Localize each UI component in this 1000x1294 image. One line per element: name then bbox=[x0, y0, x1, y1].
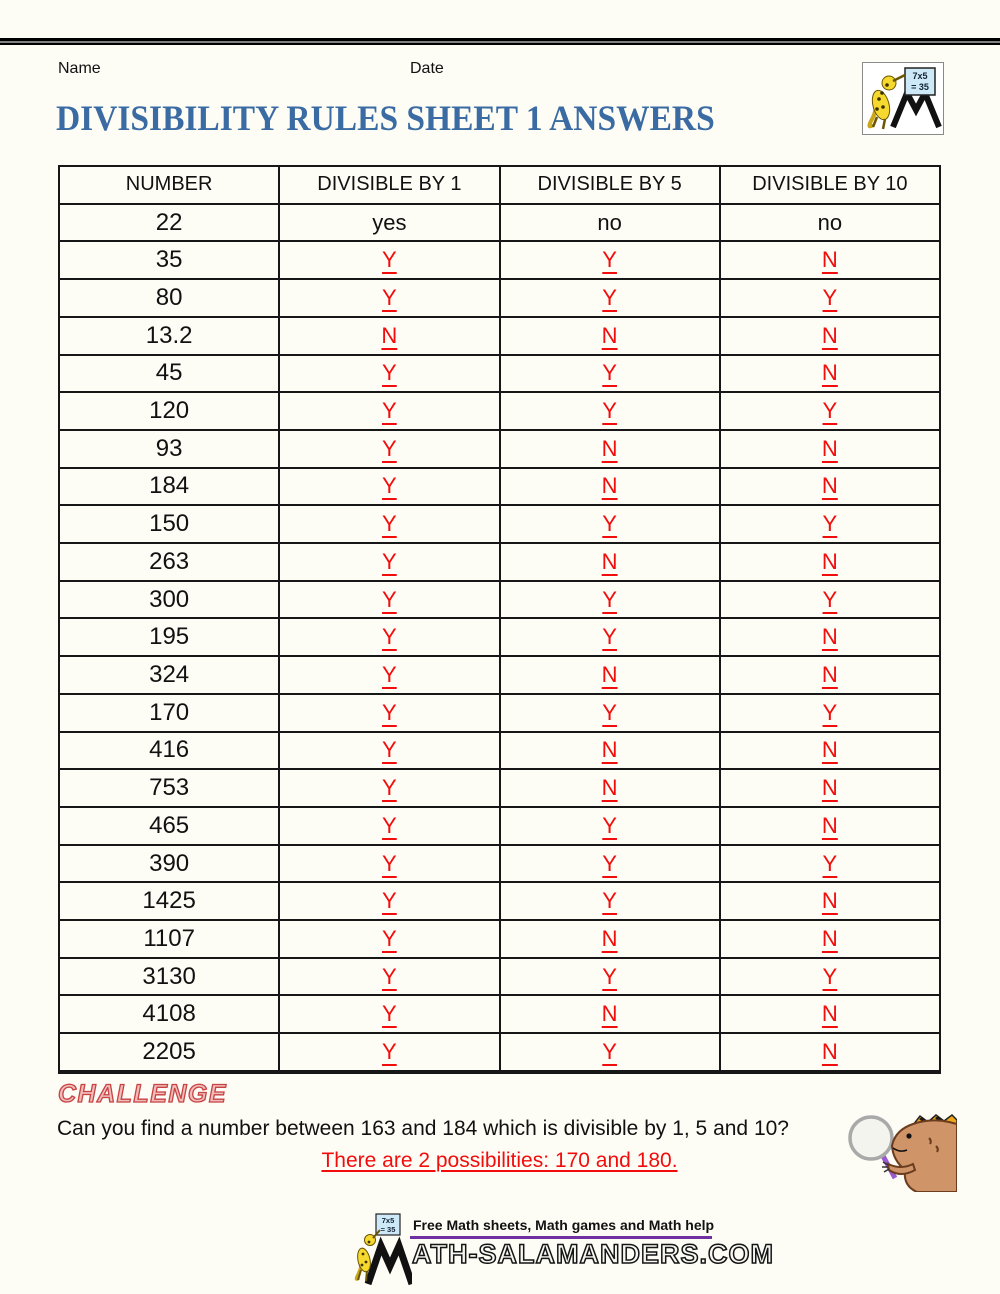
challenge-heading: CHALLENGE bbox=[58, 1080, 228, 1108]
answer-cell: Y bbox=[501, 280, 721, 316]
column-header-by1: DIVISIBLE BY 1 bbox=[280, 167, 500, 203]
answer-cell: Y bbox=[280, 733, 500, 769]
answer-cell: N bbox=[821, 1039, 838, 1065]
answer-cell: Y bbox=[501, 808, 721, 844]
table-row bbox=[60, 846, 939, 884]
number-cell: 2205 bbox=[60, 1034, 280, 1070]
lizard-magnifier-illustration bbox=[843, 1108, 957, 1192]
number-cell: 416 bbox=[60, 733, 280, 769]
number-cell: 753 bbox=[60, 770, 280, 806]
answer-cell: N bbox=[821, 925, 838, 951]
answer-cell: Y bbox=[280, 770, 500, 806]
answer-cell: Y bbox=[822, 586, 838, 612]
name-label: Name bbox=[58, 60, 101, 77]
answer-cell: Y bbox=[280, 883, 500, 919]
answer-cell: N bbox=[501, 657, 721, 693]
answer-cell: Y bbox=[501, 695, 721, 731]
footer-logo bbox=[354, 1212, 412, 1286]
answer-cell: Y bbox=[280, 657, 500, 693]
table-row bbox=[60, 657, 939, 695]
answer-cell: Y bbox=[501, 846, 721, 882]
answer-cell: Y bbox=[822, 963, 838, 989]
number-cell: 150 bbox=[60, 506, 280, 542]
answer-cell: Y bbox=[280, 431, 500, 467]
site-name: ATH-SALAMANDERS.COM bbox=[412, 1239, 774, 1269]
answer-cell: Y bbox=[280, 242, 500, 278]
table-row bbox=[60, 733, 939, 771]
answer-cell: Y bbox=[501, 1034, 721, 1070]
answer-cell: N bbox=[501, 996, 721, 1032]
number-cell: 170 bbox=[60, 695, 280, 731]
answer-cell: N bbox=[821, 812, 838, 838]
number-cell: 324 bbox=[60, 657, 280, 693]
answer-cell: Y bbox=[280, 959, 500, 995]
answer-cell: Y bbox=[501, 619, 721, 655]
date-label: Date bbox=[410, 60, 444, 77]
answer-cell: Y bbox=[280, 619, 500, 655]
column-header-number: NUMBER bbox=[60, 167, 280, 203]
answer-cell: Y bbox=[280, 846, 500, 882]
answer-cell: N bbox=[821, 624, 838, 650]
table-row bbox=[60, 205, 939, 243]
answer-cell: N bbox=[501, 544, 721, 580]
salamander-icon bbox=[869, 75, 905, 129]
answer-cell: Y bbox=[280, 921, 500, 957]
answer-cell: Y bbox=[501, 356, 721, 392]
number-cell: 45 bbox=[60, 356, 280, 392]
lizard-magnifier-icon bbox=[843, 1108, 957, 1192]
table-row bbox=[60, 356, 939, 394]
number-cell: 184 bbox=[60, 469, 280, 505]
table-row bbox=[60, 242, 939, 280]
answer-cell: N bbox=[821, 435, 838, 461]
number-cell: 120 bbox=[60, 393, 280, 429]
number-cell: 1107 bbox=[60, 921, 280, 957]
table-row bbox=[60, 808, 939, 846]
m-easel-icon bbox=[368, 1246, 412, 1284]
answer-cell: N bbox=[821, 888, 838, 914]
answer-cell: N bbox=[821, 247, 838, 273]
table-row bbox=[60, 1034, 939, 1072]
answer-cell: N bbox=[501, 733, 721, 769]
number-cell: 300 bbox=[60, 582, 280, 618]
number-cell: 80 bbox=[60, 280, 280, 316]
number-cell: 3130 bbox=[60, 959, 280, 995]
table-row bbox=[60, 544, 939, 582]
number-cell: 4108 bbox=[60, 996, 280, 1032]
table-row bbox=[60, 921, 939, 959]
answer-cell: Y bbox=[280, 582, 500, 618]
table-row bbox=[60, 280, 939, 318]
answer-cell: Y bbox=[280, 506, 500, 542]
number-cell: 93 bbox=[60, 431, 280, 467]
board-text-bottom: = 35 bbox=[911, 82, 929, 92]
answer-cell: Y bbox=[501, 393, 721, 429]
column-header-by5: DIVISIBLE BY 5 bbox=[501, 167, 721, 203]
answer-cell: Y bbox=[822, 284, 838, 310]
table-row bbox=[60, 770, 939, 808]
answer-cell: Y bbox=[280, 544, 500, 580]
answer-cell: Y bbox=[822, 511, 838, 537]
table-row bbox=[60, 582, 939, 620]
answer-cell: Y bbox=[501, 506, 721, 542]
answer-cell: N bbox=[821, 737, 838, 763]
answer-cell: N bbox=[821, 775, 838, 801]
answer-cell: Y bbox=[822, 699, 838, 725]
answer-cell: Y bbox=[280, 808, 500, 844]
number-cell: 13.2 bbox=[60, 318, 280, 354]
answer-cell: Y bbox=[280, 356, 500, 392]
table-row bbox=[60, 996, 939, 1034]
challenge-question: Can you find a number between 163 and 184 which is divisible by 1, 5 and 10? bbox=[57, 1117, 789, 1140]
answer-cell: Y bbox=[280, 996, 500, 1032]
number-cell: 465 bbox=[60, 808, 280, 844]
table-row bbox=[60, 959, 939, 997]
answer-cell: N bbox=[280, 318, 500, 354]
board-text-top: 7x5 bbox=[381, 1216, 395, 1225]
number-cell: 22 bbox=[60, 205, 280, 241]
challenge-answer: There are 2 possibilities: 170 and 180. bbox=[321, 1149, 678, 1172]
top-rule bbox=[0, 38, 1000, 45]
answer-cell: Y bbox=[280, 280, 500, 316]
answer-cell: Y bbox=[280, 393, 500, 429]
table-row bbox=[60, 695, 939, 733]
salamander-easel-icon bbox=[863, 63, 943, 134]
answer-cell: Y bbox=[501, 959, 721, 995]
number-cell: 390 bbox=[60, 846, 280, 882]
answer-cell: Y bbox=[822, 398, 838, 424]
table-row bbox=[60, 619, 939, 657]
answer-cell: N bbox=[501, 318, 721, 354]
footer-tagline: Free Math sheets, Math games and Math help bbox=[413, 1217, 715, 1233]
answer-cell: N bbox=[501, 770, 721, 806]
answer-cell: Y bbox=[280, 1034, 500, 1070]
number-cell: 263 bbox=[60, 544, 280, 580]
table-header-row bbox=[60, 167, 939, 205]
answer-cell: N bbox=[821, 473, 838, 499]
number-cell: 1425 bbox=[60, 883, 280, 919]
lizard-icon bbox=[882, 1115, 957, 1192]
m-easel-icon bbox=[893, 93, 939, 127]
answer-cell: no bbox=[817, 209, 843, 235]
page-title: DIVISIBILITY RULES SHEET 1 ANSWERS bbox=[56, 98, 715, 138]
site-logo bbox=[862, 62, 944, 135]
answer-cell: N bbox=[821, 661, 838, 687]
answer-cell: N bbox=[821, 548, 838, 574]
table-row bbox=[60, 883, 939, 921]
table-row bbox=[60, 506, 939, 544]
answer-cell: no bbox=[501, 205, 721, 241]
answer-cell: N bbox=[501, 921, 721, 957]
answer-cell: N bbox=[501, 469, 721, 505]
number-cell: 195 bbox=[60, 619, 280, 655]
column-header-by10: DIVISIBLE BY 10 bbox=[752, 173, 908, 196]
answer-cell: N bbox=[821, 360, 838, 386]
answer-cell: Y bbox=[501, 242, 721, 278]
answer-cell: N bbox=[821, 322, 838, 348]
number-cell: 35 bbox=[60, 242, 280, 278]
answer-cell: yes bbox=[280, 205, 500, 241]
table-row bbox=[60, 469, 939, 507]
board-text-top: 7x5 bbox=[912, 71, 928, 81]
table-row bbox=[60, 318, 939, 356]
board-text-bottom: = 35 bbox=[380, 1225, 396, 1234]
salamander-easel-icon-small bbox=[354, 1212, 412, 1286]
table-row bbox=[60, 393, 939, 431]
answer-cell: Y bbox=[501, 883, 721, 919]
table-row bbox=[60, 431, 939, 469]
answer-cell: Y bbox=[822, 850, 838, 876]
divisibility-table bbox=[58, 165, 941, 1074]
answer-cell: Y bbox=[280, 695, 500, 731]
answer-cell: Y bbox=[280, 469, 500, 505]
answer-cell: N bbox=[821, 1001, 838, 1027]
answer-cell: Y bbox=[501, 582, 721, 618]
answer-cell: N bbox=[501, 431, 721, 467]
